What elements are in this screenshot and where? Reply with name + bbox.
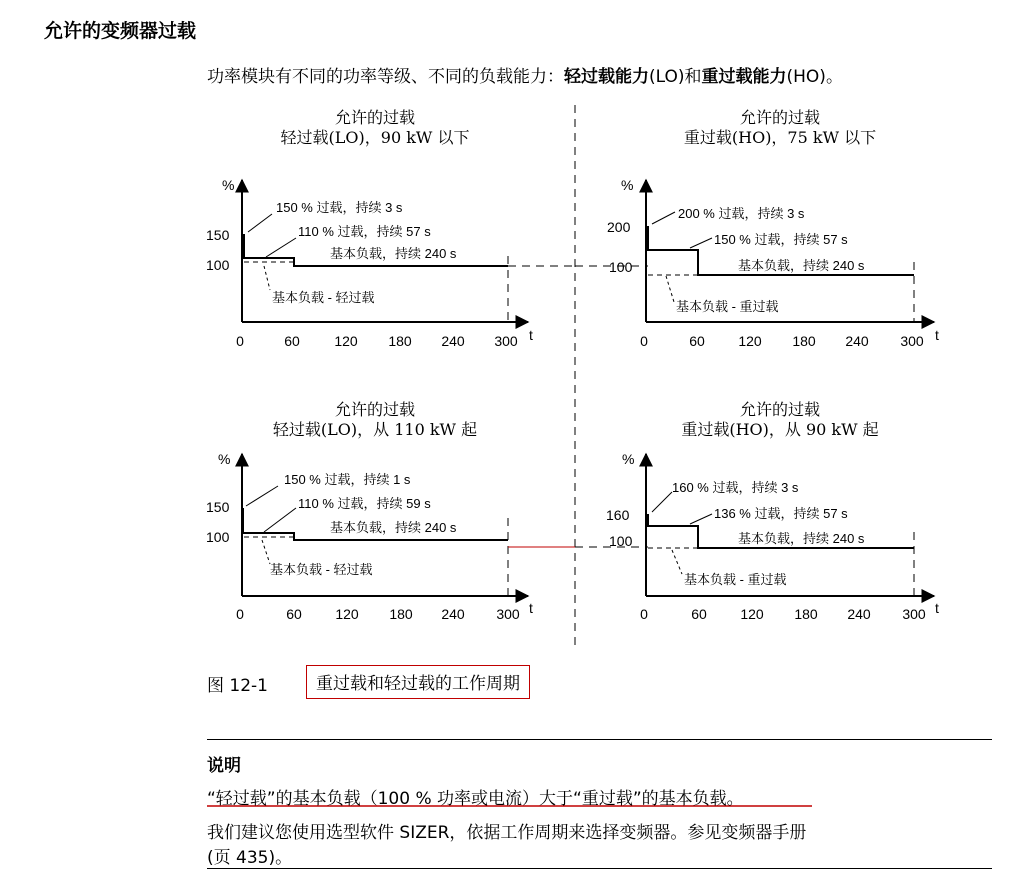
intro-and: 和: [684, 67, 702, 87]
chart-bl-xtick: 60: [286, 606, 302, 622]
chart-tr-ytick-100: 100: [609, 259, 633, 275]
chart-tr-ann3: 基本负载，持续 240 s: [738, 258, 865, 273]
chart-tr-title2: 重过载(HO)，75 kW 以下: [683, 128, 877, 147]
chart-tl-leader1: [248, 214, 272, 232]
chart-br-leader2: [690, 514, 712, 524]
chart-tl-xtick: 0: [236, 333, 244, 349]
chart-tr-xtick: 0: [640, 333, 648, 349]
chart-tl-ann4: 基本负载 - 轻过载: [272, 290, 375, 305]
chart-tl-ytick-150: 150: [206, 227, 230, 243]
chart-tl-title1: 允许的过载: [334, 108, 415, 127]
chart-tl-xtick: 240: [441, 333, 465, 349]
figure-label: 图 12-1: [207, 676, 268, 696]
chart-bl: [206, 451, 575, 622]
note-line2: 我们建议您使用选型软件 SIZER，依据工作周期来选择变频器。参见变频器手册: [207, 823, 807, 843]
chart-bl-ann3: 基本负载，持续 240 s: [330, 520, 457, 535]
chart-tl-leader2: [266, 238, 296, 257]
chart-bl-y-unit: %: [218, 451, 231, 467]
section-heading: 允许的变频器过载: [44, 20, 197, 42]
chart-br-title2: 重过载(HO)，从 90 kW 起: [681, 420, 879, 439]
chart-tl-xtick: 300: [494, 333, 518, 349]
chart-bl-ann2: 110 % 过载，持续 59 s: [298, 496, 431, 511]
chart-tr-x-unit: t: [935, 327, 939, 343]
chart-br-xtick: 0: [640, 606, 648, 622]
chart-bl-x-unit: t: [529, 600, 533, 616]
chart-br-xtick: 180: [794, 606, 818, 622]
chart-br-ann2: 136 % 过载，持续 57 s: [714, 506, 848, 521]
chart-tl: [206, 177, 575, 349]
chart-tr-ann4: 基本负载 - 重过载: [676, 299, 779, 314]
chart-tl-ytick-100: 100: [206, 257, 230, 273]
chart-br-x-unit: t: [935, 600, 939, 616]
chart-tr-xtick: 240: [845, 333, 869, 349]
chart-br-xtick: 120: [740, 606, 764, 622]
intro-suffix: 。: [825, 67, 843, 87]
chart-tr-xtick: 300: [900, 333, 924, 349]
chart-br-ann4: 基本负载 - 重过载: [684, 572, 787, 587]
chart-br-leader4: [672, 550, 682, 574]
chart-bl-xtick: 240: [441, 606, 465, 622]
chart-br-title1: 允许的过载: [739, 400, 820, 419]
chart-tr-title1: 允许的过载: [739, 108, 820, 127]
note-line3: (页 435)。: [207, 848, 293, 868]
chart-bl-title1: 允许的过载: [334, 400, 415, 419]
chart-bl-ytick-100: 100: [206, 529, 230, 545]
chart-tr-xtick: 60: [689, 333, 705, 349]
chart-bl-xtick: 300: [496, 606, 520, 622]
intro-lo-abbr: (LO): [649, 67, 685, 87]
chart-bl-xtick: 0: [236, 606, 244, 622]
chart-br-ann3: 基本负载，持续 240 s: [738, 531, 865, 546]
chart-br-ytick-160: 160: [606, 507, 630, 523]
chart-bl-ytick-150: 150: [206, 499, 230, 515]
chart-tl-ann1: 150 % 过载，持续 3 s: [276, 200, 403, 215]
chart-tl-y-unit: %: [222, 177, 235, 193]
chart-tr-leader2: [690, 238, 712, 248]
note-line1: “轻过载”的基本负载（100 % 功率或电流）大于“重过载”的基本负载。: [207, 789, 744, 809]
chart-tr-xtick: 180: [792, 333, 816, 349]
chart-tr-leader4: [666, 276, 674, 302]
chart-tl-xtick: 180: [388, 333, 412, 349]
chart-br-leader1: [652, 492, 672, 512]
figure-title: 重过载和轻过载的工作周期: [306, 665, 530, 699]
note-heading: 说明: [207, 756, 241, 776]
chart-tl-ann2: 110 % 过载，持续 57 s: [298, 224, 431, 239]
chart-tr-xtick: 120: [738, 333, 762, 349]
chart-tl-title2: 轻过载(LO)，90 kW 以下: [280, 128, 470, 147]
chart-tr-ann2: 150 % 过载，持续 57 s: [714, 232, 848, 247]
chart-bl-xtick: 120: [335, 606, 359, 622]
chart-tl-xtick: 60: [284, 333, 300, 349]
note-bottom-rule: [207, 868, 992, 869]
chart-br-xtick: 240: [847, 606, 871, 622]
chart-tr-leader1: [652, 212, 675, 224]
chart-br-xtick: 300: [902, 606, 926, 622]
intro-ho: 重过载能力: [701, 67, 787, 87]
chart-br: [575, 451, 939, 622]
chart-bl-title2: 轻过载(LO)，从 110 kW 起: [272, 420, 478, 439]
chart-br-ann1: 160 % 过载，持续 3 s: [672, 480, 799, 495]
chart-bl-xtick: 180: [389, 606, 413, 622]
chart-tr-ann1: 200 % 过载，持续 3 s: [678, 206, 805, 221]
chart-br-ytick-100: 100: [609, 533, 633, 549]
chart-tr-ytick-200: 200: [607, 219, 631, 235]
chart-bl-ann4: 基本负载 - 轻过载: [270, 562, 373, 577]
note-top-rule: [207, 739, 992, 740]
chart-tl-xtick: 120: [334, 333, 358, 349]
chart-tl-ann3: 基本负载，持续 240 s: [330, 246, 457, 261]
chart-bl-leader4: [262, 540, 270, 564]
chart-tr-y-unit: %: [621, 177, 634, 193]
intro-lo: 轻过载能力: [564, 67, 649, 87]
chart-bl-ann1: 150 % 过载，持续 1 s: [284, 472, 411, 487]
intro-ho-abbr: (HO): [786, 67, 826, 87]
chart-bl-leader2: [264, 508, 296, 532]
chart-tr: [575, 177, 939, 349]
chart-br-y-unit: %: [622, 451, 635, 467]
chart-br-xtick: 60: [691, 606, 707, 622]
chart-tl-leader4: [264, 266, 270, 290]
intro-prefix: 功率模块有不同的功率等级、不同的负载能力：: [207, 67, 564, 87]
chart-bl-leader1: [246, 486, 278, 506]
chart-tl-x-unit: t: [529, 327, 533, 343]
